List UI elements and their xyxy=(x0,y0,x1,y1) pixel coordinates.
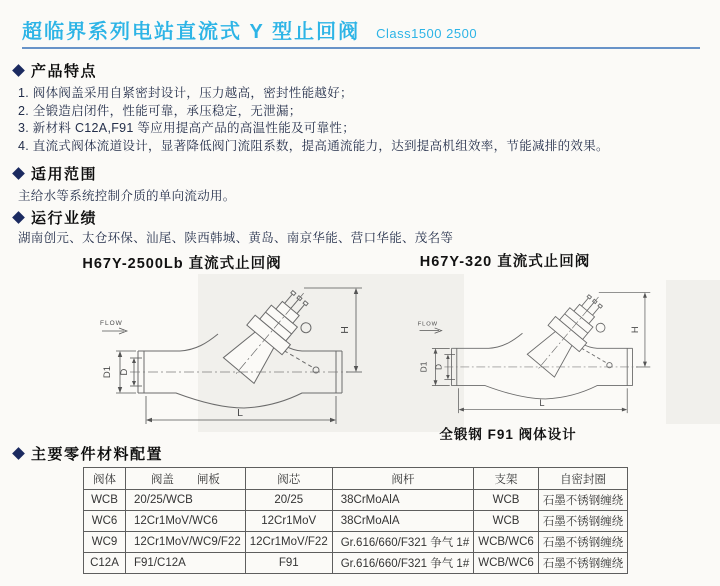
table-row xyxy=(84,532,628,553)
section-title: 产品特点 xyxy=(31,63,98,80)
cell: F91 xyxy=(245,553,332,574)
cell: 20/25 xyxy=(245,490,332,511)
valve-technical-drawing-left xyxy=(90,274,390,434)
feature-list xyxy=(18,85,609,155)
section-heading-application xyxy=(14,163,97,184)
dim-label-d: D xyxy=(119,368,130,376)
cell: 12Cr1MoV/F22 xyxy=(245,532,332,553)
col-header-bracket: 支架 xyxy=(474,468,539,490)
table-header-row xyxy=(84,468,628,490)
application-text: 主给水等系统控制介质的单向流动用。 xyxy=(18,189,236,203)
diagram-title-left: H67Y-2500Lb 直流式止回阀 xyxy=(82,256,282,272)
diamond-bullet-icon xyxy=(12,167,25,180)
dim-label-l: L xyxy=(237,407,243,419)
flow-label: FLOW xyxy=(100,320,123,327)
cell: WCB xyxy=(474,511,539,532)
cell: 38CrMoAlA xyxy=(332,490,474,511)
table-row xyxy=(84,553,628,574)
cell: 38CrMoAlA xyxy=(332,511,474,532)
diamond-bullet-icon xyxy=(12,64,25,77)
section-title: 运行业绩 xyxy=(31,210,98,227)
cell: WCB xyxy=(84,490,126,511)
cell: WCB/WC6 xyxy=(474,532,539,553)
diagram-caption: 全锻钢 F91 阀体设计 xyxy=(439,427,577,442)
feature-item: 1. 阀体阀盖采用自紧密封设计，压力越高，密封性能越好； xyxy=(18,86,353,100)
cell: 12Cr1MoV xyxy=(245,511,332,532)
section-heading-features xyxy=(14,60,97,81)
dim-label-d1: D1 xyxy=(102,365,113,379)
feature-item: 3. 新材料 C12A,F91 等应用提高产品的高温性能及可靠性； xyxy=(18,121,356,135)
cell: F91/C12A xyxy=(126,553,246,574)
section-title: 适用范围 xyxy=(31,166,98,183)
cell: 石墨不锈钢缠绕 xyxy=(538,553,628,574)
dim-label-h: H xyxy=(339,326,351,334)
cell: WCB xyxy=(474,490,539,511)
page-title: 超临界系列电站直流式 Y 型止回阀 xyxy=(22,21,361,43)
cell: WC9 xyxy=(84,532,126,553)
cell: 12Cr1MoV/WC6 xyxy=(126,511,246,532)
dim-label-d: D xyxy=(433,363,444,371)
dim-label-h: H xyxy=(629,326,640,334)
title-divider xyxy=(22,47,700,49)
cell: Gr.616/660/F321 争气 1# xyxy=(332,532,474,553)
valve-technical-drawing-right xyxy=(406,280,678,422)
performance-text: 湖南创元、太仓环保、汕尾、陕西韩城、黄岛、南京华能、营口华能、茂名等 xyxy=(18,231,454,245)
cell: Gr.616/660/F321 争气 1# xyxy=(332,553,474,574)
table-row xyxy=(84,511,628,532)
diagram-title-right: H67Y-320 直流式止回阀 xyxy=(419,254,591,270)
col-header-stem: 阀杆 xyxy=(332,468,474,490)
flow-label: FLOW xyxy=(417,321,438,328)
col-header-seal-ring: 自密封圈 xyxy=(538,468,628,490)
diamond-bullet-icon xyxy=(12,211,25,224)
table-row xyxy=(84,490,628,511)
cell: 石墨不锈钢缠绕 xyxy=(538,532,628,553)
diamond-bullet-icon xyxy=(12,447,25,460)
cell: 20/25/WCB xyxy=(126,490,246,511)
section-heading-performance xyxy=(14,207,97,228)
section-heading-materials xyxy=(14,443,163,464)
col-header-cover-disc: 阀盖 闸板 xyxy=(126,468,246,490)
cell: WCB/WC6 xyxy=(474,553,539,574)
dim-label-l: L xyxy=(539,398,545,409)
section-title: 主要零件材料配置 xyxy=(31,446,164,463)
feature-item: 4. 直流式阀体流道设计，显著降低阀门流阻系数，提高通流能力，达到提高机组效率，节能减排的效果。 xyxy=(18,138,609,153)
feature-item: 2. 全锻造启闭件，性能可靠，承压稳定，无泄漏； xyxy=(18,103,302,118)
col-header-body: 阀体 xyxy=(84,468,126,490)
cell: 石墨不锈钢缠绕 xyxy=(538,511,628,532)
col-header-core: 阀芯 xyxy=(245,468,332,490)
cell: 12Cr1MoV/WC9/F22 xyxy=(126,532,246,553)
page-header xyxy=(22,15,477,44)
pressure-class-label: Class1500 2500 xyxy=(376,26,478,41)
dim-label-d1: D1 xyxy=(418,361,429,373)
cell: 石墨不锈钢缠绕 xyxy=(538,490,628,511)
cell: C12A xyxy=(84,553,126,574)
materials-table xyxy=(83,467,628,574)
cell: WC6 xyxy=(84,511,126,532)
